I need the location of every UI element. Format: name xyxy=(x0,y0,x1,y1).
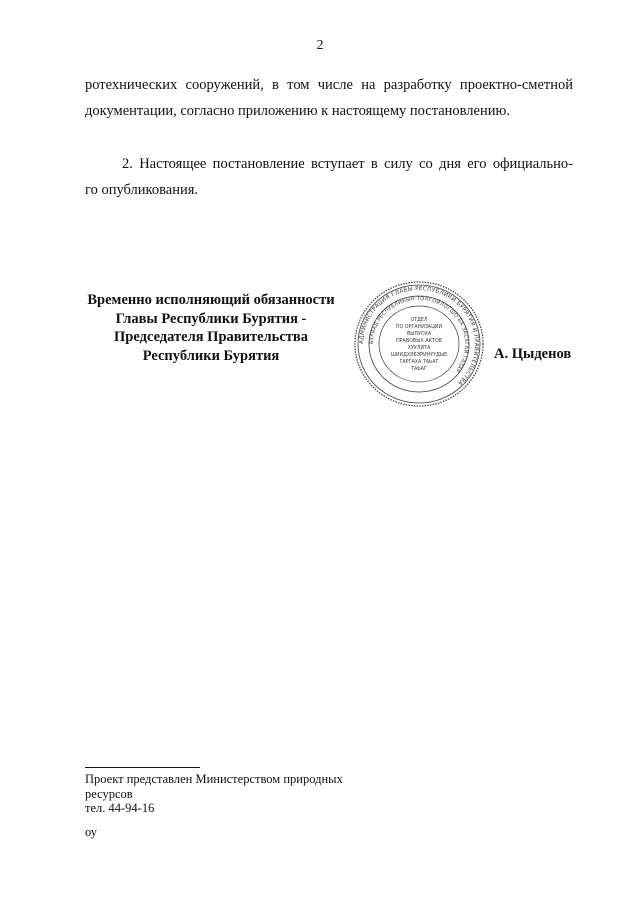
paragraph-1-line: документации, согласно приложению к настоящему постановлению. xyxy=(85,103,510,119)
signatory-title-line: Главы Республики Бурятия - xyxy=(115,310,307,327)
paragraph-1-line: ротехнических сооружений, в том числе на разработку проектно-сметной xyxy=(85,77,573,93)
signatory-title-line: Председателя Правительства xyxy=(114,329,308,345)
paragraph-2 xyxy=(85,151,573,203)
paragraph-2-line: го опубликования. xyxy=(85,182,199,198)
paragraph-1 xyxy=(85,72,573,124)
signatory-title-line: Республики Бурятия xyxy=(142,347,280,364)
footnote-divider xyxy=(85,767,200,768)
stamp-center-line: ОТДЕЛ xyxy=(410,318,428,323)
stamp-outer-ring-text: АДМИНИСТРАЦИЯ ГЛАВЫ РЕСПУБЛИКИ БУРЯТИЯ И ПРАВИТЕЛЬСТВА xyxy=(358,285,480,387)
stamp-center-line: ВЫПУСКА xyxy=(406,332,432,337)
signatory-title xyxy=(80,291,342,365)
stamp-center-line: ШИИДХЭБЭРИНҮҮДЫЕ xyxy=(390,353,448,358)
stamp-center-text xyxy=(391,317,447,372)
page-number: 2 xyxy=(316,38,324,53)
official-seal-stamp xyxy=(352,279,486,409)
footnote-line: Проект представлен Министерством природных xyxy=(85,772,343,786)
footnote xyxy=(85,772,375,816)
executor-initials: оу xyxy=(85,825,98,839)
stamp-center-line: ПО ОРГАНИЗАЦИИ xyxy=(395,325,443,330)
footnote-line: ресурсов xyxy=(85,786,133,801)
signatory-title-line: Временно исполняющий обязанности xyxy=(87,292,335,308)
footnote-line: тел. 44-94-16 xyxy=(85,801,155,815)
signatory-name: А. Цыденов xyxy=(494,346,572,362)
stamp-center-line: ПРАВОВЫХ АКТОВ xyxy=(396,339,442,344)
stamp-center-line: ХУУЛИТА xyxy=(407,346,431,351)
paragraph-2-line: 2. Настоящее постановление вступает в силу со дня его официально- xyxy=(122,156,573,172)
stamp-center-line: ГАРГАХА ТАЬАГ xyxy=(399,360,439,365)
stamp-center-line: ТАЬАГ xyxy=(411,367,427,372)
stamp-inner-ring-text: БУРЯАД РЕСПУБЛИКЫН ТОЛГОЙЛОГШО БА ЗАСАГАЙ ГАЗАР xyxy=(368,295,470,374)
